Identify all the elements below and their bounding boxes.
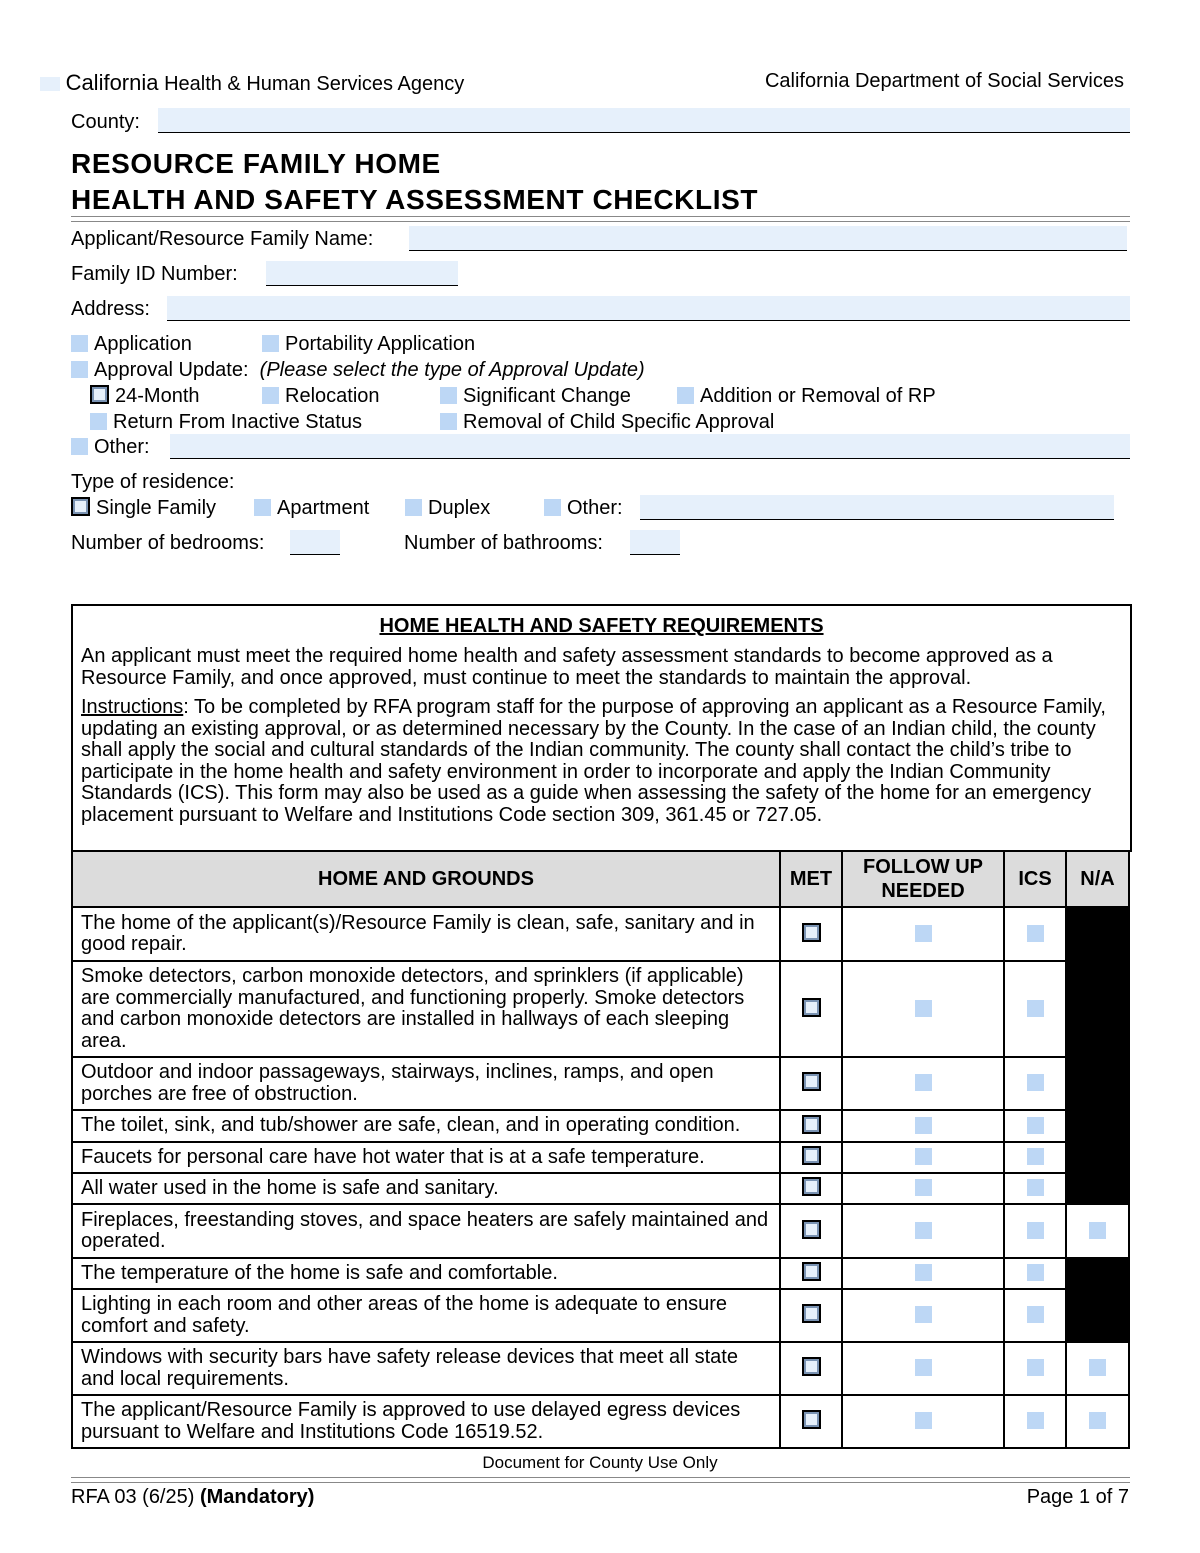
- name-input[interactable]: [409, 226, 1127, 251]
- removal-child-checkbox[interactable]: [440, 413, 457, 430]
- option-portability[interactable]: [262, 333, 475, 356]
- na-checkbox[interactable]: [1089, 1222, 1106, 1239]
- met-checkbox[interactable]: [802, 1410, 821, 1429]
- option-application[interactable]: [71, 333, 192, 356]
- requirements-instructions: [81, 697, 1122, 826]
- met-cell: [780, 1110, 842, 1142]
- single-family-label: Single Family: [96, 497, 217, 519]
- table-row: [72, 1258, 1129, 1289]
- requirement-text: Fireplaces, freestanding stoves, and space heaters are safely maintained and operated.: [72, 1204, 780, 1258]
- return-inactive-checkbox[interactable]: [90, 413, 107, 430]
- ics-checkbox[interactable]: [1027, 1117, 1044, 1134]
- met-cell: [780, 907, 842, 961]
- option-single-family[interactable]: [71, 497, 216, 520]
- ics-cell: [1004, 1395, 1066, 1448]
- option-apartment[interactable]: [254, 497, 369, 520]
- ics-cell: [1004, 1110, 1066, 1142]
- na-checkbox[interactable]: [1089, 1359, 1106, 1376]
- na-checkbox[interactable]: [1089, 1412, 1106, 1429]
- apartment-label: Apartment: [277, 497, 370, 519]
- family-id-input[interactable]: [266, 261, 458, 286]
- page-title: [71, 146, 758, 218]
- table-row: [72, 1110, 1129, 1142]
- bedrooms-input[interactable]: [290, 530, 340, 555]
- county-label: County:: [71, 111, 140, 133]
- table-row: [72, 1289, 1129, 1342]
- follow-up-cell: [842, 1057, 1004, 1110]
- header-follow-up: FOLLOW UP NEEDED: [842, 851, 1004, 907]
- header-ics: ICS: [1004, 851, 1066, 907]
- significant-change-checkbox[interactable]: [440, 387, 457, 404]
- met-checkbox[interactable]: [802, 1177, 821, 1196]
- ics-cell: [1004, 907, 1066, 961]
- ics-checkbox[interactable]: [1027, 1074, 1044, 1091]
- addition-removal-checkbox[interactable]: [677, 387, 694, 404]
- 24-month-checkbox[interactable]: [90, 385, 109, 404]
- requirement-text: The applicant/Resource Family is approved to use delayed egress devices pursuant to Welfare and Institutions Code 16519.52.: [72, 1395, 780, 1448]
- follow-up-cell: [842, 907, 1004, 961]
- approval-update-label: Approval Update:: [94, 359, 249, 381]
- page-number: Page 1 of 7: [1026, 1486, 1129, 1508]
- follow-up-checkbox[interactable]: [915, 925, 932, 942]
- follow-up-checkbox[interactable]: [915, 1306, 932, 1323]
- portability-checkbox[interactable]: [262, 335, 279, 352]
- na-unavailable-cell: [1066, 1142, 1129, 1173]
- agency-name-rest: Health & Human Services Agency: [164, 73, 465, 95]
- met-checkbox[interactable]: [802, 1357, 821, 1376]
- option-approval-update[interactable]: [71, 359, 645, 382]
- ics-cell: [1004, 1173, 1066, 1204]
- form-number: RFA 03 (6/25): [71, 1486, 195, 1508]
- ics-checkbox[interactable]: [1027, 1359, 1044, 1376]
- met-cell: [780, 1204, 842, 1258]
- met-checkbox[interactable]: [802, 1304, 821, 1323]
- other-residence-label: Other:: [567, 497, 623, 519]
- follow-up-checkbox[interactable]: [915, 1264, 932, 1281]
- instructions-text: : To be completed by RFA program staff for the purpose of approving an applicant as a Resource Family, updating an existing approval, or as determined necessary by the County. In the case of an Indian child, the county shall apply the social and cultural standards of the Indian community. The county shall contact the child’s tribe to participate in the home health and safety environment in order to incorporate and apply the Indian Community Standards (ICS). This form may also be used as a guide when assessing the safety of the home for an emergency placement pursuant to Welfare and Institutions Code section 309, 361.45 or 727.05.: [81, 696, 1106, 826]
- requirement-text: All water used in the home is safe and sanitary.: [72, 1173, 780, 1204]
- met-cell: [780, 1142, 842, 1173]
- met-cell: [780, 1057, 842, 1110]
- met-checkbox[interactable]: [802, 1220, 821, 1239]
- met-cell: [780, 1173, 842, 1204]
- na-unavailable-cell: [1066, 1110, 1129, 1142]
- follow-up-cell: [842, 1289, 1004, 1342]
- table-row: [72, 1057, 1129, 1110]
- follow-up-checkbox[interactable]: [915, 1000, 932, 1017]
- na-unavailable-cell: [1066, 961, 1129, 1057]
- follow-up-checkbox[interactable]: [915, 1359, 932, 1376]
- option-other-residence[interactable]: [544, 497, 623, 520]
- na-unavailable-cell: [1066, 1173, 1129, 1204]
- met-cell: [780, 1342, 842, 1395]
- requirement-text: Lighting in each room and other areas of the home is adequate to ensure comfort and safety.: [72, 1289, 780, 1342]
- apartment-checkbox[interactable]: [254, 499, 271, 516]
- family-id-label: Family ID Number:: [71, 263, 238, 285]
- follow-up-cell: [842, 1342, 1004, 1395]
- bathrooms-input[interactable]: [630, 530, 680, 555]
- department-name: California Department of Social Services: [764, 70, 1124, 92]
- ics-checkbox[interactable]: [1027, 1264, 1044, 1281]
- met-checkbox[interactable]: [802, 1146, 821, 1165]
- agency-logo-box: [40, 77, 60, 91]
- instructions-label: Instructions: [81, 696, 184, 718]
- ics-cell: [1004, 1342, 1066, 1395]
- county-use-note: Document for County Use Only: [482, 1453, 718, 1472]
- option-relocation[interactable]: [262, 385, 380, 408]
- addition-removal-label: Addition or Removal of RP: [700, 385, 936, 407]
- agency-name-bold: California: [65, 70, 159, 95]
- na-cell: [1066, 1342, 1129, 1395]
- option-addition-removal[interactable]: [677, 385, 936, 408]
- ics-cell: [1004, 1142, 1066, 1173]
- name-label: Applicant/Resource Family Name:: [71, 228, 374, 250]
- duplex-label: Duplex: [428, 497, 491, 519]
- footer-divider: [71, 1477, 1130, 1483]
- requirement-text: Outdoor and indoor passageways, stairways, inclines, ramps, and open porches are free of obstruction.: [72, 1057, 780, 1110]
- ics-cell: [1004, 1289, 1066, 1342]
- relocation-label: Relocation: [285, 385, 380, 407]
- na-cell: [1066, 1204, 1129, 1258]
- application-label: Application: [94, 333, 192, 355]
- table-row: [72, 1173, 1129, 1204]
- single-family-checkbox[interactable]: [71, 497, 90, 516]
- met-checkbox[interactable]: [802, 1072, 821, 1091]
- option-removal-child[interactable]: [440, 411, 774, 434]
- other-type-label: Other:: [94, 436, 150, 458]
- ics-checkbox[interactable]: [1027, 1412, 1044, 1429]
- requirements-section: [71, 604, 1132, 852]
- option-return-inactive[interactable]: [90, 411, 362, 434]
- follow-up-checkbox[interactable]: [915, 1222, 932, 1239]
- table-row: [72, 1342, 1129, 1395]
- requirement-text: Faucets for personal care have hot water that is at a safe temperature.: [72, 1142, 780, 1173]
- header-na: N/A: [1066, 851, 1129, 907]
- ics-checkbox[interactable]: [1027, 925, 1044, 942]
- 24-month-label: 24-Month: [115, 385, 200, 407]
- follow-up-cell: [842, 1258, 1004, 1289]
- follow-up-cell: [842, 961, 1004, 1057]
- ics-cell: [1004, 1258, 1066, 1289]
- header-home-grounds: HOME AND GROUNDS: [72, 851, 780, 907]
- header-met: MET: [780, 851, 842, 907]
- met-checkbox[interactable]: [802, 923, 821, 942]
- title-line-1: RESOURCE FAMILY HOME: [71, 148, 441, 179]
- requirement-text: Windows with security bars have safety release devices that meet all state and local requirements.: [72, 1342, 780, 1395]
- na-unavailable-cell: [1066, 1289, 1129, 1342]
- home-grounds-table: [71, 850, 1130, 1449]
- table-body: [72, 907, 1129, 1448]
- na-cell: [1066, 1395, 1129, 1448]
- mandatory-label: (Mandatory): [199, 1486, 315, 1508]
- met-checkbox[interactable]: [802, 1115, 821, 1134]
- removal-child-label: Removal of Child Specific Approval: [463, 411, 775, 433]
- met-checkbox[interactable]: [802, 1262, 821, 1281]
- ics-checkbox[interactable]: [1027, 1179, 1044, 1196]
- other-type-checkbox[interactable]: [71, 438, 88, 455]
- county-input[interactable]: [158, 108, 1130, 133]
- na-unavailable-cell: [1066, 1057, 1129, 1110]
- approval-update-note: (Please select the type of Approval Update): [259, 359, 645, 381]
- follow-up-checkbox[interactable]: [915, 1117, 932, 1134]
- requirement-text: The home of the applicant(s)/Resource Family is clean, safe, sanitary and in good repair.: [72, 907, 780, 961]
- requirement-text: Smoke detectors, carbon monoxide detectors, and sprinklers (if applicable) are commercially manufactured, and functioning properly. Smoke detectors and carbon monoxide detectors are installed in hallways of each sleeping area.: [72, 961, 780, 1057]
- follow-up-cell: [842, 1110, 1004, 1142]
- agency-header: [40, 70, 464, 96]
- requirement-text: The toilet, sink, and tub/shower are safe, clean, and in operating condition.: [72, 1110, 780, 1142]
- return-inactive-label: Return From Inactive Status: [113, 411, 362, 433]
- application-checkbox[interactable]: [71, 335, 88, 352]
- table-row: [72, 1204, 1129, 1258]
- option-significant-change[interactable]: [440, 385, 631, 408]
- other-residence-input[interactable]: [640, 495, 1114, 520]
- ics-checkbox[interactable]: [1027, 1222, 1044, 1239]
- option-duplex[interactable]: [405, 497, 490, 520]
- met-cell: [780, 1395, 842, 1448]
- approval-update-checkbox[interactable]: [71, 361, 88, 378]
- requirements-intro: An applicant must meet the required home health and safety assessment standards to become approved as a Resource Family, and once approved, must continue to meet the standards to maintain the approval.: [81, 645, 1053, 689]
- address-input[interactable]: [167, 296, 1130, 321]
- requirement-text: The temperature of the home is safe and comfortable.: [72, 1258, 780, 1289]
- bathrooms-label: Number of bathrooms:: [404, 532, 603, 554]
- other-residence-checkbox[interactable]: [544, 499, 561, 516]
- met-cell: [780, 961, 842, 1057]
- requirements-heading: HOME HEALTH AND SAFETY REQUIREMENTS: [379, 615, 824, 637]
- ics-cell: [1004, 961, 1066, 1057]
- na-unavailable-cell: [1066, 907, 1129, 961]
- portability-label: Portability Application: [285, 333, 476, 355]
- title-line-2: HEALTH AND SAFETY ASSESSMENT CHECKLIST: [71, 184, 759, 215]
- other-type-input[interactable]: [170, 434, 1130, 459]
- option-other-type[interactable]: [71, 436, 150, 459]
- follow-up-cell: [842, 1395, 1004, 1448]
- relocation-checkbox[interactable]: [262, 387, 279, 404]
- table-row: [72, 961, 1129, 1057]
- residence-label: Type of residence:: [71, 471, 235, 493]
- ics-checkbox[interactable]: [1027, 1148, 1044, 1165]
- met-cell: [780, 1258, 842, 1289]
- follow-up-checkbox[interactable]: [915, 1148, 932, 1165]
- significant-change-label: Significant Change: [463, 385, 631, 407]
- ics-checkbox[interactable]: [1027, 1000, 1044, 1017]
- table-row: [72, 907, 1129, 961]
- follow-up-checkbox[interactable]: [915, 1412, 932, 1429]
- address-label: Address:: [71, 298, 150, 320]
- follow-up-cell: [842, 1142, 1004, 1173]
- ics-cell: [1004, 1204, 1066, 1258]
- met-checkbox[interactable]: [802, 998, 821, 1017]
- follow-up-cell: [842, 1173, 1004, 1204]
- table-row: [72, 1395, 1129, 1448]
- duplex-checkbox[interactable]: [405, 499, 422, 516]
- ics-cell: [1004, 1057, 1066, 1110]
- option-24-month[interactable]: [90, 385, 200, 408]
- follow-up-checkbox[interactable]: [915, 1074, 932, 1091]
- title-divider: [71, 216, 1130, 222]
- ics-checkbox[interactable]: [1027, 1306, 1044, 1323]
- na-unavailable-cell: [1066, 1258, 1129, 1289]
- table-header-row: [72, 851, 1129, 907]
- form-id: [71, 1486, 314, 1509]
- follow-up-checkbox[interactable]: [915, 1179, 932, 1196]
- table-row: [72, 1142, 1129, 1173]
- met-cell: [780, 1289, 842, 1342]
- bedrooms-label: Number of bedrooms:: [71, 532, 265, 554]
- follow-up-cell: [842, 1204, 1004, 1258]
